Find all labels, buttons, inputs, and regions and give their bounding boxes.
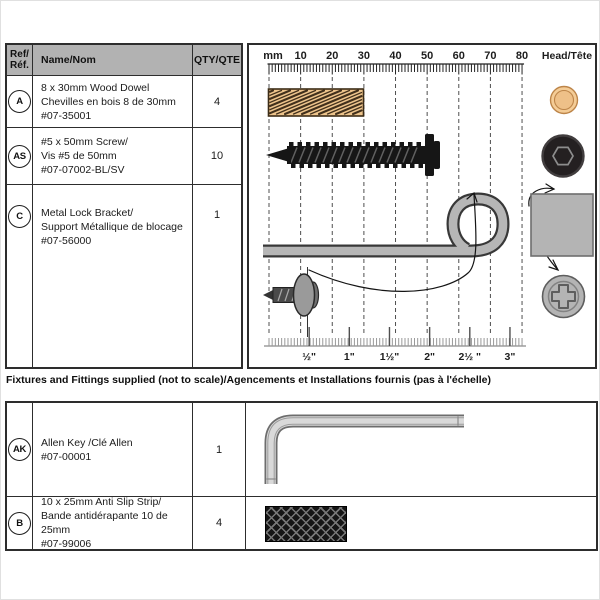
bracket-top-view-icon bbox=[531, 194, 593, 256]
svg-text:1": 1" bbox=[343, 351, 355, 363]
qty-value: 4 bbox=[213, 95, 221, 108]
ruler-mm-labels bbox=[295, 50, 529, 62]
allen-key-icon bbox=[246, 403, 596, 495]
svg-text:70: 70 bbox=[484, 50, 497, 62]
qty-value: 1 bbox=[213, 209, 221, 221]
svg-text:50: 50 bbox=[421, 50, 434, 62]
svg-text:½": ½" bbox=[302, 351, 317, 363]
part-name-text: 10 x 25mm Anti Slip Strip/ Bande antidérapante 10 de 25mm #07-99006 bbox=[41, 496, 168, 550]
ref-badge-b: B bbox=[8, 512, 31, 535]
col-header-qty: QTY/QTE bbox=[193, 54, 241, 66]
qty-value: 4 bbox=[215, 517, 223, 529]
ruler-inch-labels bbox=[302, 351, 515, 363]
svg-text:1½": 1½" bbox=[379, 351, 400, 363]
anti-slip-strip-icon bbox=[265, 506, 347, 542]
part-name-text: Metal Lock Bracket/ Support Métallique de blocage #07-56000 bbox=[41, 207, 183, 247]
svg-text:40: 40 bbox=[389, 50, 402, 62]
table-row-lock-bracket bbox=[7, 185, 241, 367]
screw-icon bbox=[266, 134, 440, 176]
qty-value: 10 bbox=[210, 150, 224, 162]
fittings-table bbox=[5, 401, 598, 551]
svg-text:30: 30 bbox=[357, 50, 371, 62]
svg-text:80: 80 bbox=[515, 50, 529, 62]
table-row-wood-dowel bbox=[7, 76, 241, 128]
parts-table-header bbox=[7, 45, 241, 76]
lock-bracket-icon bbox=[263, 199, 503, 251]
col-header-ref-line1: Ref/ bbox=[10, 49, 29, 60]
svg-text:20: 20 bbox=[326, 50, 339, 62]
col-header-name: Name/Nom bbox=[33, 45, 193, 75]
svg-text:2½ ": 2½ " bbox=[458, 351, 482, 363]
table-row-screw bbox=[7, 128, 241, 185]
table-row-allen-key bbox=[7, 403, 596, 497]
col-header-ref bbox=[7, 45, 33, 75]
washer-screw-icon bbox=[263, 267, 319, 337]
svg-text:3": 3" bbox=[504, 351, 516, 363]
parts-table bbox=[5, 43, 243, 369]
ref-badge-a: A bbox=[8, 90, 31, 113]
qty-value: 1 bbox=[215, 443, 223, 456]
hex-socket-head-icon bbox=[543, 136, 584, 177]
scale-diagram bbox=[247, 43, 597, 369]
part-name-text: #5 x 50mm Screw/ Vis #5 de 50mm #07-07002-BL/SV bbox=[41, 136, 128, 176]
wood-dowel-icon bbox=[269, 89, 364, 116]
leader-arrows bbox=[309, 184, 558, 291]
head-column-label: Head/Tête bbox=[541, 50, 593, 62]
col-header-ref-line2: Réf. bbox=[10, 60, 29, 71]
fittings-caption: Fixtures and Fittings supplied (not to scale)/Agencements et Installations fournis (pas à l'échelle) bbox=[6, 374, 491, 386]
svg-text:10: 10 bbox=[294, 50, 307, 62]
svg-text:2": 2" bbox=[424, 351, 436, 363]
ref-badge-as: AS bbox=[8, 145, 31, 168]
ref-badge-ak: AK bbox=[8, 438, 31, 461]
svg-text:60: 60 bbox=[452, 50, 465, 62]
phillips-head-icon bbox=[543, 276, 585, 318]
part-name-text: Allen Key /Clé Allen #07-00001 bbox=[41, 436, 133, 463]
ref-badge-c: C bbox=[8, 205, 31, 228]
part-name-text: 8 x 30mm Wood Dowel Chevilles en bois 8 de 30mm #07-35001 bbox=[41, 81, 176, 122]
ruler-unit-label: mm bbox=[263, 50, 283, 62]
dowel-end-head-icon bbox=[551, 87, 578, 114]
table-row-anti-slip-strip bbox=[7, 497, 596, 549]
